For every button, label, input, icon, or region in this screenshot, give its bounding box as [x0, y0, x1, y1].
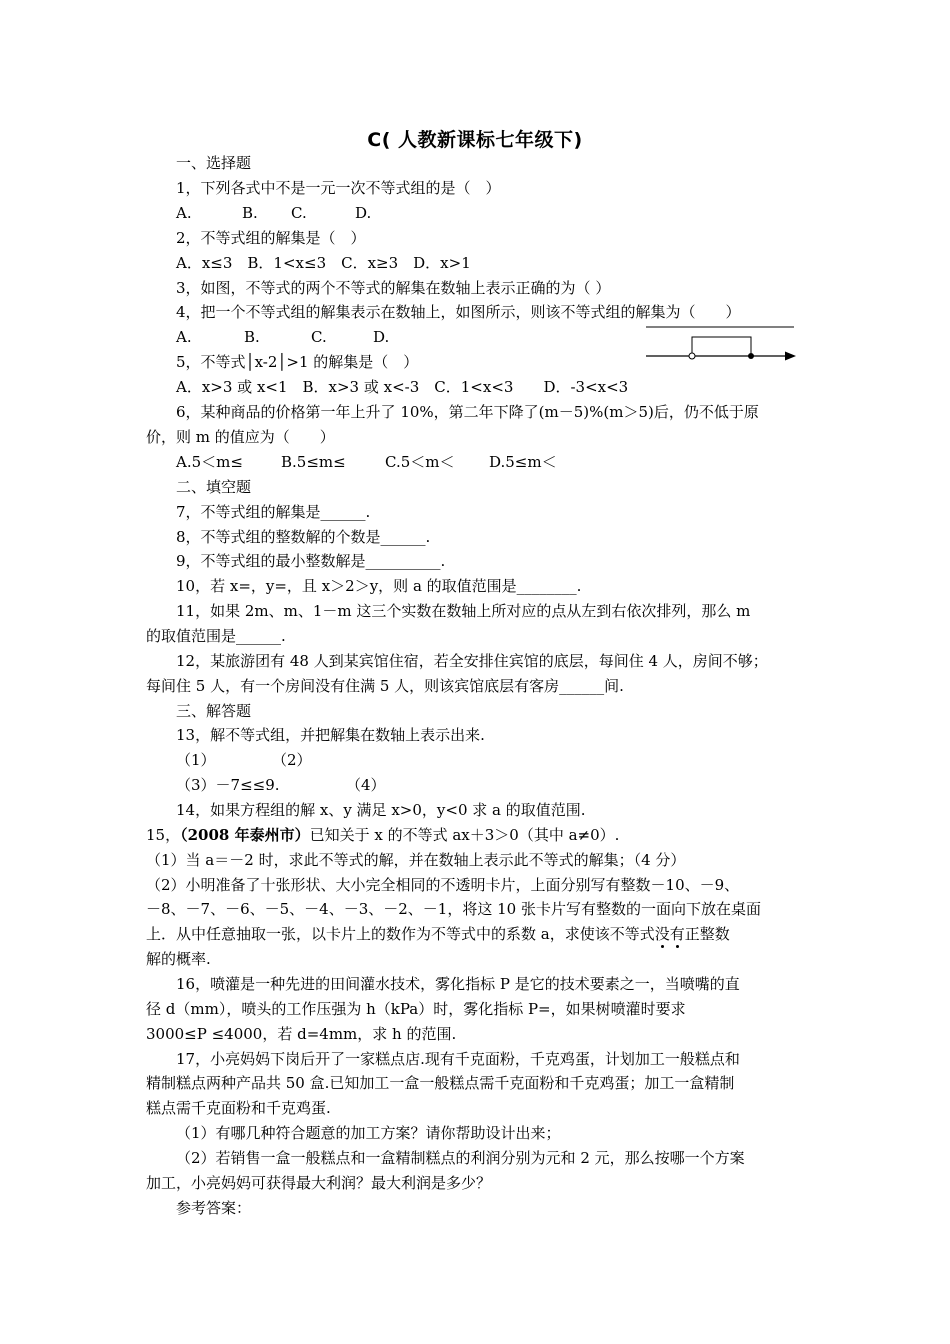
question-15-number: 15， — [146, 826, 181, 844]
question-15-part-2-tail: 正整数 — [684, 925, 730, 943]
question-12-line-1: 12，某旅游团有 48 人到某宾馆住宿，若全安排住宾馆的底层，每间住 4 人，房间不够； — [176, 652, 768, 670]
question-16-line-3: 3000≤P ≤4000，若 d=4mm，求 h 的范围. — [146, 1025, 457, 1043]
question-17-part-2-line-2: 加工，小亮妈妈可获得最大利润？最大利润是多少？ — [146, 1174, 492, 1192]
option-a: A. — [176, 204, 192, 222]
part-2: （2） — [272, 751, 312, 769]
question-11-line-1: 11，如果 2m、m、1－m 这三个实数在数轴上所对应的点从左到右依次排列，那么 m — [176, 602, 751, 620]
question-9: 9，不等式组的最小整数解是__________. — [176, 552, 446, 570]
question-15-source: （2008 年泰州市） — [180, 826, 310, 844]
question-15-text: 已知关于 x 的不等式 ax＋3＞0（其中 a≠0）. — [309, 826, 620, 844]
question-15-part-1: （1）当 a＝－2 时，求此不等式的解，并在数轴上表示此不等式的解集；（4 分） — [146, 851, 686, 869]
question-15-part-2-line-3 — [146, 924, 730, 944]
option-b: B. — [242, 204, 258, 222]
option-c: C.5＜m＜ — [385, 453, 455, 471]
question-6-line-1: 6，某种商品的价格第一年上升了 10%，第二年下降了(m－5)%(m＞5)后，仍不低于原 — [176, 403, 759, 421]
question-6-line-2: 价，则 m 的值应为（ ） — [146, 428, 335, 446]
section-heading-choice: 一、选择题 — [176, 154, 252, 172]
answers-heading: 参考答案： — [176, 1199, 252, 1217]
question-1: 1，下列各式中不是一元一次不等式组的是（ ） — [176, 179, 501, 197]
question-13: 13，解不等式组，并把解集在数轴上表示出来. — [176, 726, 485, 744]
closed-endpoint — [748, 353, 754, 359]
option-d: D. — [373, 328, 390, 346]
page-title: C( 人教新课标七年级下) — [367, 129, 583, 151]
question-10: 10，若 x=，y=，且 x＞2＞y，则 a 的取值范围是________. — [176, 577, 582, 595]
question-6-options — [176, 452, 557, 472]
question-17-line-3: 糕点需千克面粉和千克鸡蛋. — [146, 1099, 331, 1117]
question-14: 14，如果方程组的解 x、y 满足 x>0，y<0 求 a 的取值范围. — [176, 801, 586, 819]
question-2: 2，不等式组的解集是（ ） — [176, 229, 366, 247]
question-12-line-2: 每间住 5 人，有一个房间没有住满 5 人，则该宾馆底层有客房______间. — [146, 677, 624, 695]
emphasis-char: 有 — [669, 925, 685, 943]
question-11-line-2: 的取值范围是______. — [146, 627, 286, 645]
open-endpoint — [689, 353, 695, 359]
question-15-part-2-line-2: －8、－7、－6、－5、－4、－3、－2、－1，将这 10 张卡片写有整数的一面向下放在桌面 — [146, 900, 761, 918]
question-4-options — [176, 327, 389, 347]
question-5-options: A．x>3 或 x<1 B．x>3 或 x<-3 C．1<x<3 D．-3<x<3 — [176, 378, 629, 396]
question-17-part-2-line-1: （2）若销售一盒一般糕点和一盒精制糕点的利润分别为元和 2 元，那么按哪一个方案 — [176, 1149, 745, 1167]
question-1-options — [176, 203, 371, 223]
question-3: 3，如图，不等式的两个不等式的解集在数轴上表示正确的为（ ） — [176, 279, 611, 297]
emphasis-char: 没 — [654, 925, 670, 943]
question-16-line-2: 径 d（mm），喷头的工作压强为 h（kPa）时，雾化指标 P=，如果树喷灌时要求 — [146, 1000, 686, 1018]
question-15-stem — [146, 825, 619, 845]
section-heading-solve: 三、解答题 — [176, 702, 252, 720]
solution-bar-lower — [692, 337, 751, 356]
question-17-line-2: 精制糕点两种产品共 50 盒.已知加工一盒一般糕点需千克面粉和千克鸡蛋；加工一盒精制 — [146, 1074, 735, 1092]
question-7: 7，不等式组的解集是______. — [176, 503, 371, 521]
question-4: 4，把一个不等式组的解集表示在数轴上，如图所示，则该不等式组的解集为（ ） — [176, 303, 741, 321]
number-line-figure — [646, 323, 796, 363]
question-15-part-2-text: 上．从中任意抽取一张，以卡片上的数作为不等式中的系数 a，求使该不等式 — [146, 925, 655, 943]
question-8: 8，不等式组的整数解的个数是______. — [176, 528, 431, 546]
question-17-part-1: （1）有哪几种符合题意的加工方案？请你帮助设计出来； — [176, 1124, 561, 1142]
part-3: （3）－7≤≤9. — [176, 776, 280, 794]
part-4: （4） — [346, 776, 386, 794]
option-c: C. — [311, 328, 327, 346]
question-13-parts-b — [176, 775, 386, 795]
emphasized-no — [655, 925, 685, 943]
section-heading-fill: 二、填空题 — [176, 478, 252, 496]
option-b: B. — [244, 328, 260, 346]
part-1: （1） — [176, 751, 216, 769]
axis-arrow — [785, 352, 796, 361]
question-13-parts-a — [176, 750, 312, 770]
option-c: C. — [291, 204, 307, 222]
option-a: A.5＜m≤ — [176, 453, 243, 471]
option-b: B.5≤m≤ — [281, 453, 346, 471]
option-d: D.5≤m＜ — [489, 453, 557, 471]
question-15-part-2-line-1: （2）小明准备了十张形状、大小完全相同的不透明卡片，上面分别写有整数－10、－9、 — [146, 876, 740, 894]
question-16-line-1: 16，喷灌是一种先进的田间灌水技术，雾化指标 P 是它的技术要素之一，当喷嘴的直 — [176, 975, 740, 993]
question-2-options: A．x≤3 B．1<x≤3 C．x≥3 D．x>1 — [176, 254, 471, 272]
option-a: A. — [176, 328, 192, 346]
option-d: D. — [355, 204, 372, 222]
question-17-line-1: 17，小亮妈妈下岗后开了一家糕点店.现有千克面粉，千克鸡蛋，计划加工一般糕点和 — [176, 1050, 740, 1068]
question-5: 5，不等式│x-2│>1 的解集是（ ） — [176, 353, 419, 371]
question-15-part-2-line-4: 解的概率. — [146, 950, 211, 968]
